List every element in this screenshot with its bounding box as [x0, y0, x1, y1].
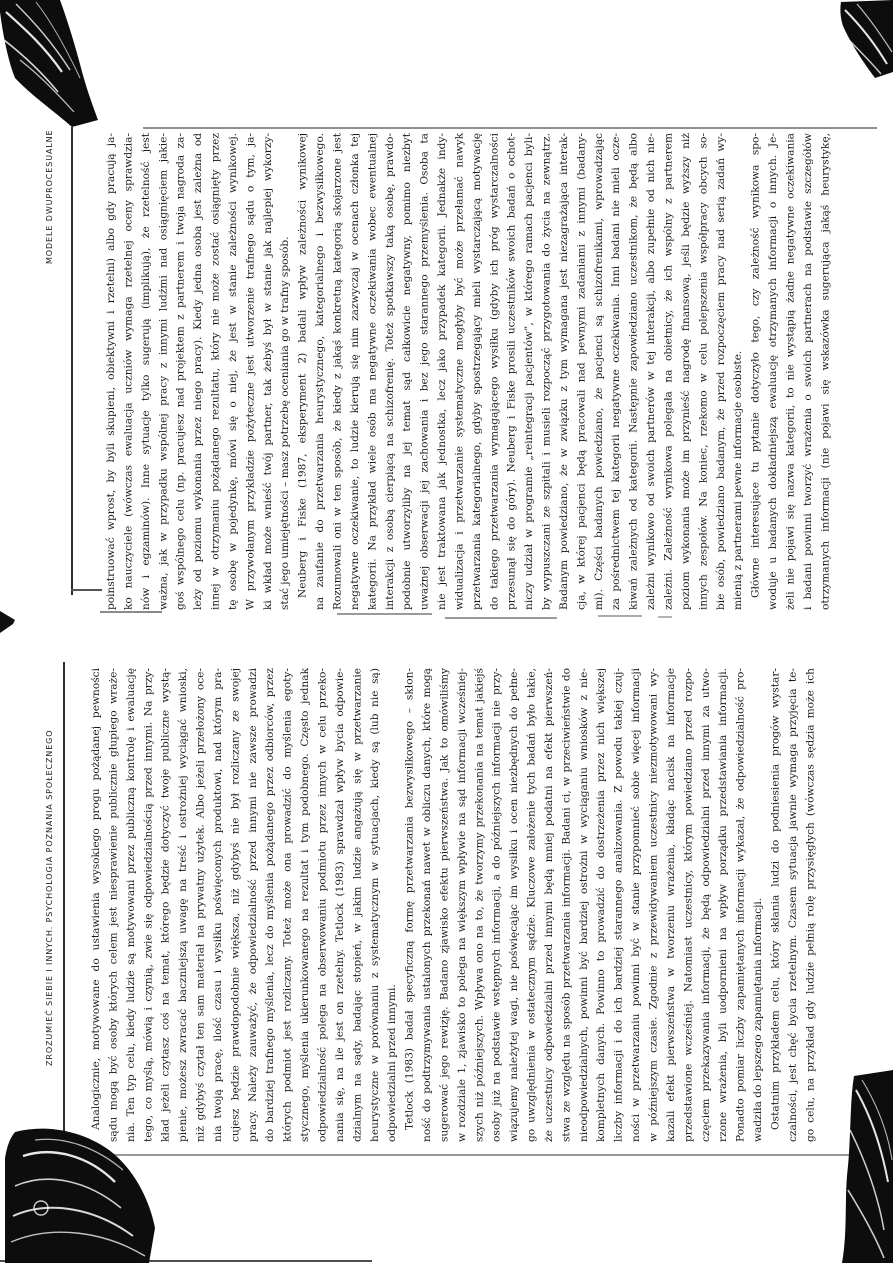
gutter-dash [100, 611, 162, 613]
text-line: nania się, na ile jest on rzetelny. Tetlock (1983) sprawdzał wpływ bycia odpowie- [333, 668, 346, 1142]
text-line: Ponadto pomiar liczby zapamiętanych informacji wykazał, że odpowiedzialność pro- [734, 668, 747, 1142]
text-line: leży od poziomu wykonania przez niego pracy). Kiedy jedna osoba jest zależna od [192, 133, 205, 610]
text-line: zależni wynikowo od swoich partnerów w tej interakcji, albo zupełnie od nich nie- [645, 133, 658, 610]
text-line: heurystyczne w porównaniu z systematycznym w sytuacjach, kiedy są (lub nie są) [368, 668, 381, 1142]
text-line: czalności, jest chęć bycia rzetelnym. Czasem sytuacja jawnie wymaga przyjęcia te- [786, 668, 799, 1142]
text-line: sugerować jego rewizję. Badano zjawisko efektu pierwszeństwa. Jak to omówiliśmy [438, 668, 451, 1142]
text-line: częciem przekazywania informacji, że będą odpowiedzialni przed innymi za utwo- [699, 668, 712, 1142]
text-line: poinstruować wprost, by byli skupieni, obiektywni i rzetelni) albo gdy pracują ja- [105, 133, 117, 610]
text-line: innej w otrzymaniu pożądanego rezultatu, który nie może zostać osiągnięty przez [209, 133, 222, 610]
text-line: Tetlock (1983) badał specyficzną formę przetwarzania bezwysiłkowego – skłon- [403, 668, 416, 1130]
text-line: odpowiedzialność polega na obserwowaniu podmiotu przez innych w celu przeko- [316, 668, 329, 1142]
text-line: ważna, jak w przypadku wspólnej pracy z innymi ludźmi nad osiągnięciem jakie- [157, 133, 170, 610]
text-line: żeli nie pojawi się nazwa kategorii, to nie wystąpią żadne negatywne oczekiwania [784, 133, 797, 610]
running-head-right: MODELE DWUPROCESUALNE [45, 129, 54, 265]
text-line: ki wkład może wnieść twój partner, tak żebyś był w stanie jak najlepiej wykorzy- [261, 133, 274, 610]
text-line: pienie, możesz zwracać baczniejszą uwagę na treść i ostrożniej wyciągać wnioski, [177, 668, 190, 1142]
text-line: kład jeżeli czytasz coś na temat, którego będzie dotyczyć twoje publiczne wystą- [159, 668, 172, 1142]
text-line: przetwarzania kategorialnego, gdyby spostrzegający mieli wystarczającą motywację [470, 133, 483, 610]
gutter-dash [658, 616, 672, 618]
corner-ornament-bottom-right [838, 1070, 893, 1263]
text-line: tę osobę w pojedynkę, mówi się o niej, że jest w stanie zależności wynikowej. [226, 133, 239, 610]
text-line: pracy. Należy zauważyć, że odpowiedzialność przed innymi nie zawsze prowadzi [246, 668, 259, 1142]
text-line: nów i egzaminów). Inne sytuacje tylko sugerują (implikują), że rzetelność jest [139, 133, 152, 610]
text-line: negatywne oczekiwanie, to ludzie kierują się nim zazwyczaj w ocenach członka tej [348, 133, 361, 610]
text-line: rzone wrażenia, byli uodpornieni na wpływ porządku przedstawiania informacji. [717, 668, 730, 1142]
text-line: W przywołanym przykładzie pożyteczne jest utworzenie trafnego sądu o tym, ja- [244, 133, 257, 610]
text-line: kategorii. Na przykład wiele osób ma negatywne oczekiwania wobec ewentualnej [366, 133, 379, 610]
text-line: i badani powinni tworzyć wrażenia o swoich partnerach na podstawie szczegółów [801, 133, 814, 610]
text-line: nia. Ten typ celu, kiedy ludzie są motywowani przez publiczną kontrolę i ewaluację [124, 668, 137, 1142]
text-line: nia twoją pracę, ilość czasu i wysiłku poświęconych produktowi, nad którym pra- [211, 668, 224, 1142]
page-body-left [88, 668, 820, 1142]
text-line: Rozumowali oni w ten sposób, że kiedy z jakąś konkretną kategorią skojarzone jest [331, 133, 344, 610]
text-line: do takiego przetwarzania wymagającego wysiłku (gdyby ich próg wystarczalności [488, 133, 501, 610]
gutter-dash [445, 617, 557, 619]
text-line: kazali efekt pierwszeństwa w tworzeniu wrażenia, kładąc nacisk na informacje [664, 668, 677, 1142]
text-line: na zaufanie do przetwarzania heurystycznego, kategorialnego i bezwysiłkowego. [314, 133, 327, 610]
scan-scratch-artifact [71, 589, 102, 591]
text-line: Neuberg i Fiske (1987, eksperyment 2) badali wpływ zależności wynikowej [296, 133, 309, 598]
text-line: w późniejszym czasie. Zgodnie z przewidywaniem uczestnicy niezmotywowani wy- [647, 668, 660, 1142]
text-line: kiwań zależnych od kategorii. Następnie zapowiedziano uczestnikom, że będą albo [627, 133, 640, 610]
text-line: osoby już na podstawie wstępnych informacji, a do późniejszych informacji nie przy- [490, 668, 503, 1142]
text-line: Badanym powiedziano, że w związku z tym wymagana jest niezagrażająca interak- [557, 133, 570, 610]
gutter-dash [337, 613, 432, 615]
text-line: podobnie utworzyliby na jej temat sąd całkowicie negatywny, pomimo niezbyt [401, 133, 414, 610]
text-line: w rozdziale 1, zjawisko to polega na większym wpływie na sąd informacji wcześniej- [455, 668, 468, 1142]
text-line: ko nauczyciele (wówczas ewaluacja uczniów wymaga rzetelnej oceny sprawdzia- [122, 133, 135, 610]
text-line: wadziła do lepszego zapamiętania informacji. [752, 897, 765, 1142]
corner-ornament-top-right [835, 0, 893, 80]
text-line: mienią z partnerami pewne informacje osobiste. [732, 350, 745, 610]
text-line: za pośrednictwem tej kategorii negatywne oczekiwania. Inni badani nie mieli ocze- [610, 133, 623, 610]
text-line: niczy udział w programie „reintegracji pacjentów”, w którego ramach pacjenci byli- [523, 133, 536, 610]
left-margin-ink-mark [0, 608, 18, 636]
text-line: szych niż późniejszych. Wpływa ono na to, że tworzymy przekonania na temat jakiejś [473, 668, 486, 1142]
text-line: dzialnym na sądy, badając stopień, w jakim ludzie angażują się w przetwarzanie [351, 668, 364, 1142]
text-line: przedstawione wcześniej. Natomiast uczestnicy, którym powiedziano przed rozpo- [682, 668, 695, 1142]
running-head-rule-left [63, 662, 65, 1148]
text-line: stycznego, myślenia ukierunkowanego na rezultat i tym podobnego. Często jednak [299, 668, 312, 1142]
text-line: cujesz będzie prawdopodobnie większa, niż gdybyś nie był rozliczany ze swojej [229, 668, 242, 1142]
text-line: cja, w której pacjenci będą pracowali nad pewnymi zadaniami z innymi (badany- [575, 133, 588, 610]
text-line: niż gdybyś czytał ten sam materiał na prywatny użytek. Albo jeżeli przełożony oce- [194, 668, 207, 1142]
page-edge-shadow-top [143, 127, 877, 129]
text-line: go celu, na przykład gdy ludzie pełnią rolę przysięgłych (wówczas sędzia może ich [804, 668, 817, 1142]
text-line: bie osób, powiedziano badanym, że przed rozpoczęciem pracy nad serią zadań wy- [714, 133, 727, 610]
corner-ornament-top-left [0, 0, 102, 128]
running-head-left: ZROZUMIEĆ SIEBIE I INNYCH. PSYCHOLOGIA POZNANIA SPOŁECZNEGO [45, 729, 54, 1067]
text-line: nie jest traktowana jak jednostka, lecz jako przypadek kategorii. Jednakże indy- [436, 133, 449, 610]
text-line: wiązujemy należytej wagi, nie poświęcając im wysiłku i ocen niezbędnych do pełne- [508, 668, 521, 1142]
text-line: sądu mogą być osoby których celem jest niesprawienie publicznie głupiego wraże- [107, 668, 120, 1142]
text-line: woduje u badanych dokładniejszą ewaluację otrzymanych informacji o innych. Je- [767, 133, 780, 610]
page-body-right [103, 133, 835, 610]
corner-ornament-bottom-left [5, 1116, 157, 1263]
text-line: Analogicznie, motywowane do ustawienia wysokiego progu pożądanej pewności [90, 668, 102, 1130]
text-line: go uwzględnienia w ostatecznym sądzie. Kluczowe założenie tych badań było takie, [525, 668, 538, 1142]
text-line: otrzymanych informacji (nie pojawi się wskazówka sugerująca jakąś heurystykę, [819, 133, 832, 610]
text-line: przesunął się do góry). Neuberg i Fiske prosili uczestników swoich badań o ochot- [505, 133, 518, 610]
text-line: ności w przetwarzaniu powinni być w stanie przypomnieć sobie więcej informacji [630, 668, 643, 1142]
text-line: liczby informacji i do ich bardziej starannego analizowania. Z powodu takiej czuj- [612, 668, 625, 1142]
text-line: poziom wykonania może im przynieść nagrodę finansową, jeśli będzie wyższy niż [679, 133, 692, 610]
text-line: Główne interesujące tu pytanie dotyczyło tego, czy zależność wynikowa spo- [749, 133, 762, 598]
text-line: by wypuszczani ze szpitali i musieli rozpocząć przygotowania do życia na zewnątrz. [540, 133, 553, 610]
text-line: innych zespołów. Na koniec, rzekomo w celu polepszenia współpracy obcych so- [697, 133, 710, 610]
running-head-rule-right [71, 127, 73, 595]
text-line: tego, co myślą, mówią i czynią, zwie się odpowiedzialnością przed innymi. Na przy- [142, 668, 155, 1142]
text-line: kompletnych danych. Powinno to prowadzić do dostrzeżenia przez nich większej [595, 668, 608, 1142]
text-line: stwa ze względu na sposób przetwarzania informacji. Badani ci, w przeciwieństwie do [560, 668, 573, 1142]
text-line: stać jego umiejętności – masz potrzebę oceniania go w trafny sposób. [279, 236, 292, 610]
text-line: odpowiedzialni przed innymi. [386, 984, 399, 1142]
text-line: że uczestnicy odpowiedzialni przed innymi będą mniej podatni na efekt pierwszeń- [542, 668, 555, 1142]
text-line: goś wspólnego celu (np. pracujesz nad projektem z partnerem i twoja nagroda za- [174, 133, 187, 610]
text-line: do bardziej trafnego myślenia, lecz do myślenia pożądanego przez odbiorców, przez [264, 668, 277, 1142]
text-line: zależni. Zależność wynikowa polegała na obietnicy, że ich wspólny z partnerem [662, 133, 675, 610]
text-line: nieodpowiedzialnych, powinni być bardziej ostrożni w wyciąganiu wniosków z nie- [577, 668, 590, 1142]
text-line: mi). Części badanych powiedziano, że pacjenci są schizofrenikami, wprowadzając [592, 133, 605, 610]
text-line: ność do podtrzymywania ustalonych przekonań nawet w obliczu danych, które mogą [421, 668, 434, 1142]
page-edge-shadow-bottom [85, 1154, 893, 1156]
text-line: Ostatnim przykładem celu, który skłania ludzi do podniesienia progów wystar- [769, 668, 782, 1130]
text-line: interakcji z osobą cierpiącą na schizofrenię. Toteż spotkawszy taką osobę, prawdo- [383, 133, 396, 610]
text-line: uważnej obserwacji jej zachowania i bez jego starannego przemyślenia. Osoba ta [418, 133, 431, 610]
gutter-dash [598, 615, 642, 617]
text-line: których podmiot jest rozliczany. Toteż może ona prowadzić do myślenia egoty- [281, 668, 294, 1142]
text-line: widualizacja i przetwarzanie systematyczne mogłyby być może przełamać nawyk [453, 133, 466, 610]
